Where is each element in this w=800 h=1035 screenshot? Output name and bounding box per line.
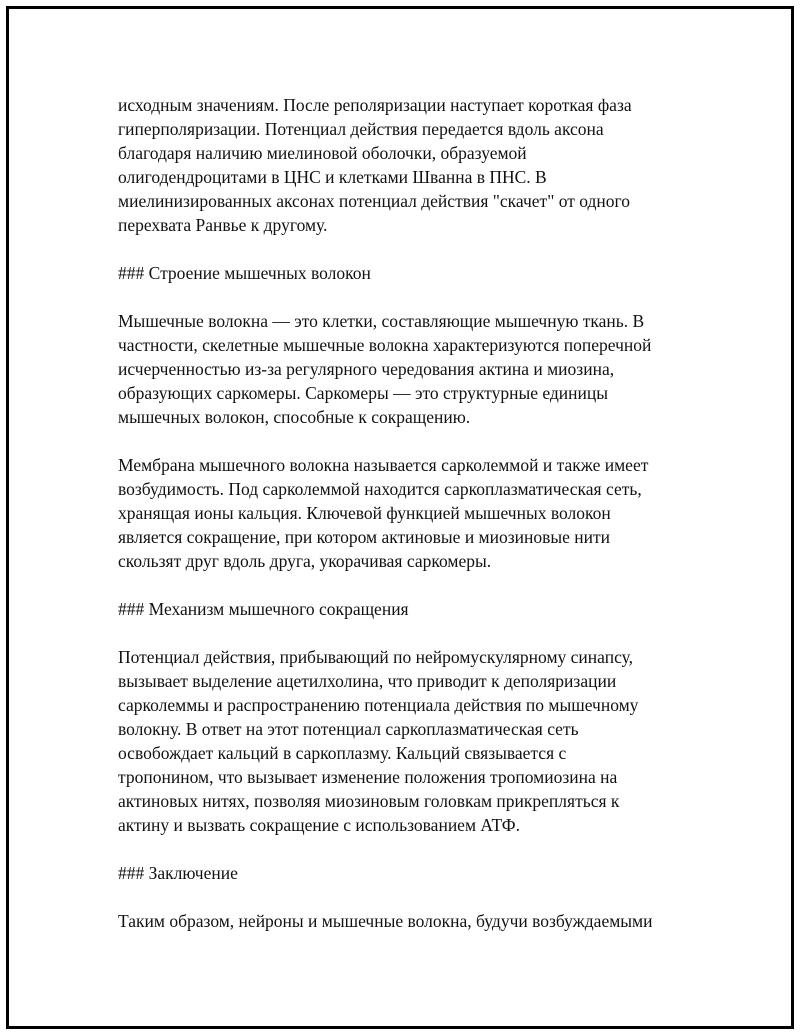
text-line: Мембрана мышечного волокна называется сарколеммой и также имеет bbox=[118, 455, 649, 475]
text-line: тропонином, что вызывает изменение положения тропомиозина на bbox=[118, 767, 618, 787]
paragraph-spacer bbox=[118, 573, 718, 597]
text-line: мышечных волокон, способные к сокращению. bbox=[118, 407, 471, 427]
text-line: исчерченностью из-за регулярного чередования актина и миозина, bbox=[118, 359, 615, 379]
paragraph-conclusion bbox=[118, 909, 718, 933]
paragraph-muscle-fibers bbox=[118, 309, 718, 429]
paragraph-contraction bbox=[118, 645, 718, 837]
paragraph-spacer bbox=[118, 237, 718, 261]
text-line: Таким образом, нейроны и мышечные волокна, будучи возбуждаемыми bbox=[118, 911, 653, 931]
text-line: благодаря наличию миелиновой оболочки, образуемой bbox=[118, 143, 527, 163]
paragraph-action-potential bbox=[118, 93, 718, 237]
text-line: перехвата Ранвье к другому. bbox=[118, 215, 328, 235]
text-line: скользят друг вдоль друга, укорачивая саркомеры. bbox=[118, 551, 492, 571]
text-line: Потенциал действия, прибывающий по нейромускулярному синапсу, bbox=[118, 647, 633, 667]
text-line: Мышечные волокна — это клетки, составляющие мышечную ткань. В bbox=[118, 311, 645, 331]
text-line: вызывает выделение ацетилхолина, что приводит к деполяризации bbox=[118, 671, 617, 691]
text-line: исходным значениям. После реполяризации наступает короткая фаза bbox=[118, 95, 632, 115]
paragraph-sarcolemma bbox=[118, 453, 718, 573]
text-line: является сокращение, при котором актиновые и миозиновые нити bbox=[118, 527, 611, 547]
text-line: частности, скелетные мышечные волокна характеризуются поперечной bbox=[118, 335, 652, 355]
text-line: освобождает кальций в саркоплазму. Кальций связывается с bbox=[118, 743, 567, 763]
section-heading-contraction-mechanism: ### Механизм мышечного сокращения bbox=[118, 599, 409, 619]
section-heading-muscle-fiber-structure: ### Строение мышечных волокон bbox=[118, 263, 371, 283]
section-heading-conclusion: ### Заключение bbox=[118, 863, 238, 883]
text-line: актину и вызвать сокращение с использованием АТФ. bbox=[118, 815, 521, 835]
text-line: гиперполяризации. Потенциал действия передается вдоль аксона bbox=[118, 119, 604, 139]
text-line: хранящая ионы кальция. Ключевой функцией мышечных волокон bbox=[118, 503, 611, 523]
text-line: актиновых нитях, позволяя миозиновым головкам прикрепляться к bbox=[118, 791, 620, 811]
text-line: сарколеммы и распространению потенциала действия по мышечному bbox=[118, 695, 639, 715]
text-line: олигодендроцитами в ЦНС и клетками Шванна в ПНС. В bbox=[118, 167, 547, 187]
text-line: миелинизированных аксонах потенциал действия "скачет" от одного bbox=[118, 191, 631, 211]
text-line: образующих саркомеры. Саркомеры — это структурные единицы bbox=[118, 383, 609, 403]
paragraph-spacer bbox=[118, 837, 718, 861]
text-line: волокну. В ответ на этот потенциал саркоплазматическая сеть bbox=[118, 719, 579, 739]
paragraph-spacer bbox=[118, 885, 718, 909]
paragraph-spacer bbox=[118, 429, 718, 453]
paragraph-spacer bbox=[118, 621, 718, 645]
paragraph-spacer bbox=[118, 285, 718, 309]
document-body bbox=[118, 93, 718, 933]
text-line: возбудимость. Под сарколеммой находится саркоплазматическая сеть, bbox=[118, 479, 642, 499]
